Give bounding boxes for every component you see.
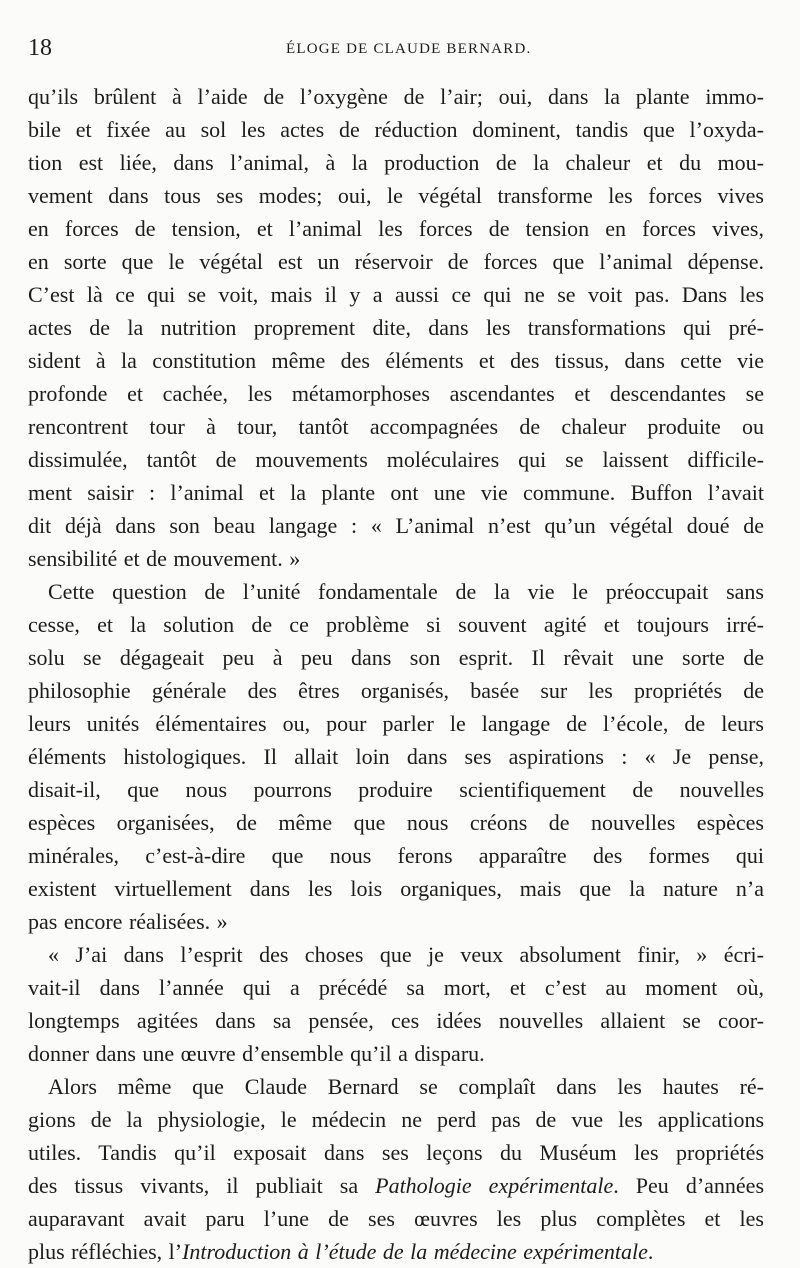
text-line: utiles. Tandis qu’il exposait dans ses leçons du Muséum les propriétés bbox=[28, 1140, 764, 1165]
text-line: solu se dégageait peu à peu dans son esprit. Il rêvait une sorte de bbox=[28, 645, 764, 670]
text-line: pas encore réalisées. » bbox=[28, 909, 228, 934]
text-line: donner dans une œuvre d’ensemble qu’il a disparu. bbox=[28, 1041, 485, 1066]
text-line: minérales, c’est-à-dire que nous ferons apparaître des formes qui bbox=[28, 843, 764, 868]
text-line: auparavant avait paru l’une de ses œuvres les plus complètes et les bbox=[28, 1206, 764, 1231]
text-line: vait-il dans l’année qui a précédé sa mort, et c’est au moment où, bbox=[28, 975, 764, 1000]
text-line: éléments histologiques. Il allait loin dans ses aspirations : « Je pense, bbox=[28, 744, 764, 769]
text-line: rencontrent tour à tour, tantôt accompagnées de chaleur produite ou bbox=[28, 414, 764, 439]
text-line: longtemps agitées dans sa pensée, ces idées nouvelles allaient se coor- bbox=[28, 1008, 764, 1033]
text-line: qu’ils brûlent à l’aide de l’oxygène de l’air; oui, dans la plante immo- bbox=[28, 84, 764, 109]
paragraph-start-line: Cette question de l’unité fondamentale de la vie le préoccupait sans bbox=[48, 579, 764, 604]
text-line: vement dans tous ses modes; oui, le végétal transforme les forces vives bbox=[28, 183, 764, 208]
text-line: philosophie générale des êtres organisés, basée sur les propriétés de bbox=[28, 678, 764, 703]
text-line: disait-il, que nous pourrons produire scientifiquement de nouvelles bbox=[28, 777, 764, 802]
text-fragment: . Peu d’années bbox=[613, 1173, 764, 1198]
page-number: 18 bbox=[28, 35, 52, 61]
text-fragment: des tissus vivants, il publiait sa bbox=[28, 1173, 359, 1198]
text-fragment: plus réfléchies, l’ bbox=[28, 1239, 183, 1264]
text-line: C’est là ce qui se voit, mais il y a aussi ce qui ne se voit pas. Dans les bbox=[28, 282, 764, 307]
paragraph-start-line: Alors même que Claude Bernard se complaît dans les hautes ré- bbox=[48, 1074, 764, 1099]
text-line: profonde et cachée, les métamorphoses ascendantes et descendantes se bbox=[28, 381, 764, 406]
text-line: en sorte que le végétal est un réservoir de forces que l’animal dépense. bbox=[28, 249, 764, 274]
body-text bbox=[28, 80, 764, 1268]
text-fragment: . bbox=[647, 1239, 654, 1264]
book-title-introduction: Introduction à l’étude de la médecine expérimentale bbox=[182, 1239, 648, 1264]
text-line: sident à la constitution même des éléments et des tissus, dans cette vie bbox=[28, 348, 764, 373]
text-line: actes de la nutrition proprement dite, dans les transformations qui pré- bbox=[28, 315, 764, 340]
paragraph-start-line: « J’ai dans l’esprit des choses que je veux absolument finir, » écri- bbox=[48, 942, 764, 967]
text-line: espèces organisées, de même que nous créons de nouvelles espèces bbox=[28, 810, 764, 835]
running-title: ÉLOGE DE CLAUDE BERNARD. bbox=[286, 41, 532, 57]
text-line: bile et fixée au sol les actes de réduction dominent, tandis que l’oxyda- bbox=[28, 117, 764, 142]
text-line: en forces de tension, et l’animal les forces de tension en forces vives, bbox=[28, 216, 764, 241]
text-line: leurs unités élémentaires ou, pour parler le langage de l’école, de leurs bbox=[28, 711, 764, 736]
text-line: tion est liée, dans l’animal, à la production de la chaleur et du mou- bbox=[28, 150, 764, 175]
text-line bbox=[28, 1169, 764, 1202]
text-line: ment saisir : l’animal et la plante ont une vie commune. Buffon l’avait bbox=[28, 480, 764, 505]
text-line: existent virtuellement dans les lois organiques, mais que la nature n’a bbox=[28, 876, 764, 901]
text-line: gions de la physiologie, le médecin ne perd pas de vue les applications bbox=[28, 1107, 764, 1132]
text-line bbox=[28, 1235, 764, 1268]
text-line: sensibilité et de mouvement. » bbox=[28, 546, 301, 571]
text-line: dissimulée, tantôt de mouvements moléculaires qui se laissent difficile- bbox=[28, 447, 764, 472]
book-title-pathologie: Pathologie expérimentale bbox=[375, 1173, 614, 1198]
page-header bbox=[28, 34, 780, 62]
text-line: dit déjà dans son beau langage : « L’animal n’est qu’un végétal doué de bbox=[28, 513, 764, 538]
text-line: cesse, et la solution de ce problème si souvent agité et toujours irré- bbox=[28, 612, 764, 637]
